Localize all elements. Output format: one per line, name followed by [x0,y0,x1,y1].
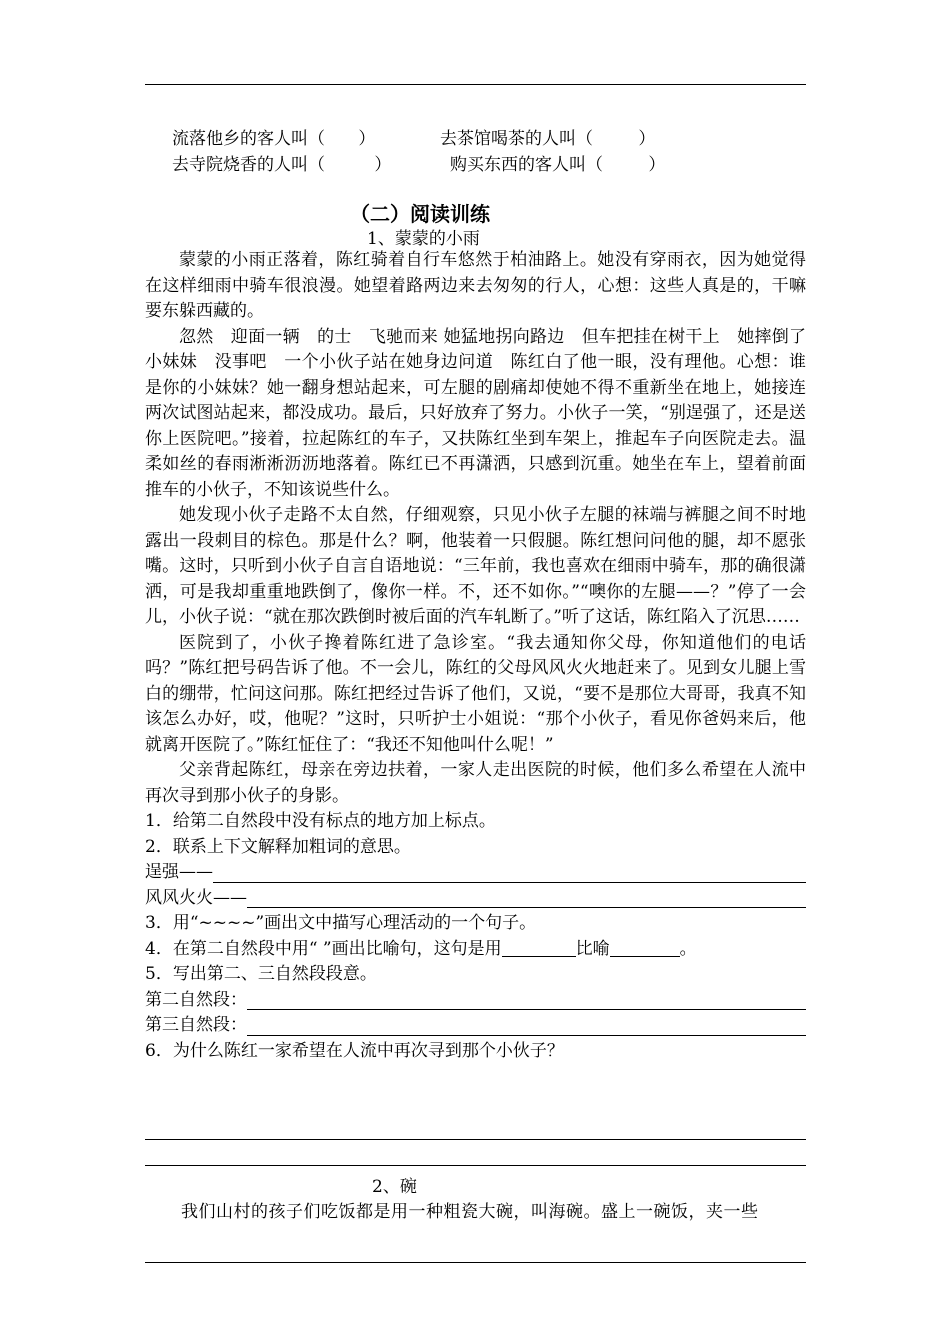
fill-blank-item: 流落他乡的客人叫（ ） [172,129,376,149]
word-label: 风风火火—— [145,887,247,908]
answer-label: 第三自然段： [145,1015,247,1035]
word-label: 逞强—— [145,862,213,882]
answer-line[interactable] [145,1139,806,1140]
fill-blank-item: 去茶馆喝茶的人叫（ ） [440,129,656,149]
answer-line[interactable] [213,863,806,883]
answer-blank[interactable] [502,939,576,957]
question: 5．写出第二、三自然段段意。 [145,964,377,984]
question-text: 比喻 [575,938,610,959]
question: 3．用“~~~~”画出文中描写心理活动的一个句子。 [145,913,537,933]
question: 2．联系上下文解释加粗词的意思。 [145,836,411,857]
question: 6．为什么陈红一家希望在人流中再次寻到那个小伙子？ [145,1040,564,1061]
answer-row [145,988,806,1014]
question [145,937,806,963]
header-rule [145,84,806,85]
paragraph: 蒙蒙的小雨正落着，陈红骑着自行车悠然于柏油路上。她没有穿雨衣，因为她觉得在这样细雨中骑车很浪漫。她望着路两边来去匆匆的行人，心想：这些人真是的，干嘛要东躲西藏的。 [145,250,806,321]
answer-label: 第二自然段： [145,989,247,1010]
fill-blank-item: 购买东西的客人叫（ ） [450,155,666,175]
question-text: 4．在第二自然段中用“ ”画出比喻句，这句是用 [145,938,502,959]
answer-line[interactable] [247,1016,806,1036]
answer-row [145,886,806,912]
reading-passage [145,248,823,1064]
paragraph: 父亲背起陈红，母亲在旁边扶着，一家人走出医院的时候，他们多么希望在人流中再次寻到那小伙子的身影。 [145,760,806,806]
answer-line[interactable] [247,990,806,1010]
answer-row [145,1013,806,1039]
paragraph: 医院到了，小伙子搀着陈红进了急诊室。“我去通知你父母，你知道他们的电话吗？”陈红把号码告诉了他。不一会儿，陈红的父母风风火火地赶来了。见到女儿腿上雪白的绷带，忙问这问那。陈红把经过告诉了他们，又说，“要不是那位大哥哥，我真不知该怎么办好，哎，他呢？”这时，只听护士小姐说：“那个小伙子，看见你爸妈来后，他就离开医院了。”陈红怔住了：“我还不知他叫什么呢！” [145,632,806,755]
paragraph: 我们山村的孩子们吃饭都是用一种粗瓷大碗，叫海碗。盛上一碗饭，夹一些 [181,1202,759,1222]
paragraph: 忽然 迎面一辆 的士 飞驰而来 她猛地拐向路边 但车把挂在树干上 她摔倒了 小妹妹 没事吧 一个小伙子站在她身边问道 陈红白了他一眼，没有理他。心想：谁是你的小妹妹？她一翻身想站起来，可左腿的剧痛却使她不得不重新坐在地上，她接连两次试图站起来，都没成功。最后，只好放弃了努力。小伙子一笑，“别逞强了，还是送你上医院吧。”接着，拉起陈红的车子，又扶陈红坐到车架上，推起车子向医院走去。温柔如丝的春雨淅淅沥沥地落着。陈红已不再潇洒，只感到沉重。她坐在车上，望着前面推车的小伙子，不知该说些什么。 [145,326,823,500]
story-title: 2、碗 [372,1177,417,1197]
answer-line[interactable] [247,888,806,908]
fill-blank-item: 去寺院烧香的人叫（ ） [172,155,392,175]
section-title: （二）阅读训练 [350,202,490,226]
footer-rule [145,1262,806,1263]
answer-row [145,860,806,886]
answer-line[interactable] [145,1165,806,1166]
paragraph: 她发现小伙子走路不太自然，仔细观察，只见小伙子左腿的袜端与裤腿之间不时地露出一段刺目的棕色。那是什么？啊，他装着一只假腿。陈红想问问他的腿，却不愿张嘴。这时，只听到小伙子自言自语地说：“三年前，我也喜欢在细雨中骑车，那的确很潇洒，可是我却重重地跌倒了，像你一样。不，还不如你。”“噢你的左腿——？”停了一会儿，小伙子说：“就在那次跌倒时被后面的汽车轧断了。”听了这话，陈红陷入了沉思…… [145,505,806,627]
question: 1．给第二自然段中没有标点的地方加上标点。 [145,811,496,831]
story-title: 1、蒙蒙的小雨 [367,229,480,249]
answer-blank[interactable] [610,939,680,957]
question-text: 。 [679,938,697,959]
